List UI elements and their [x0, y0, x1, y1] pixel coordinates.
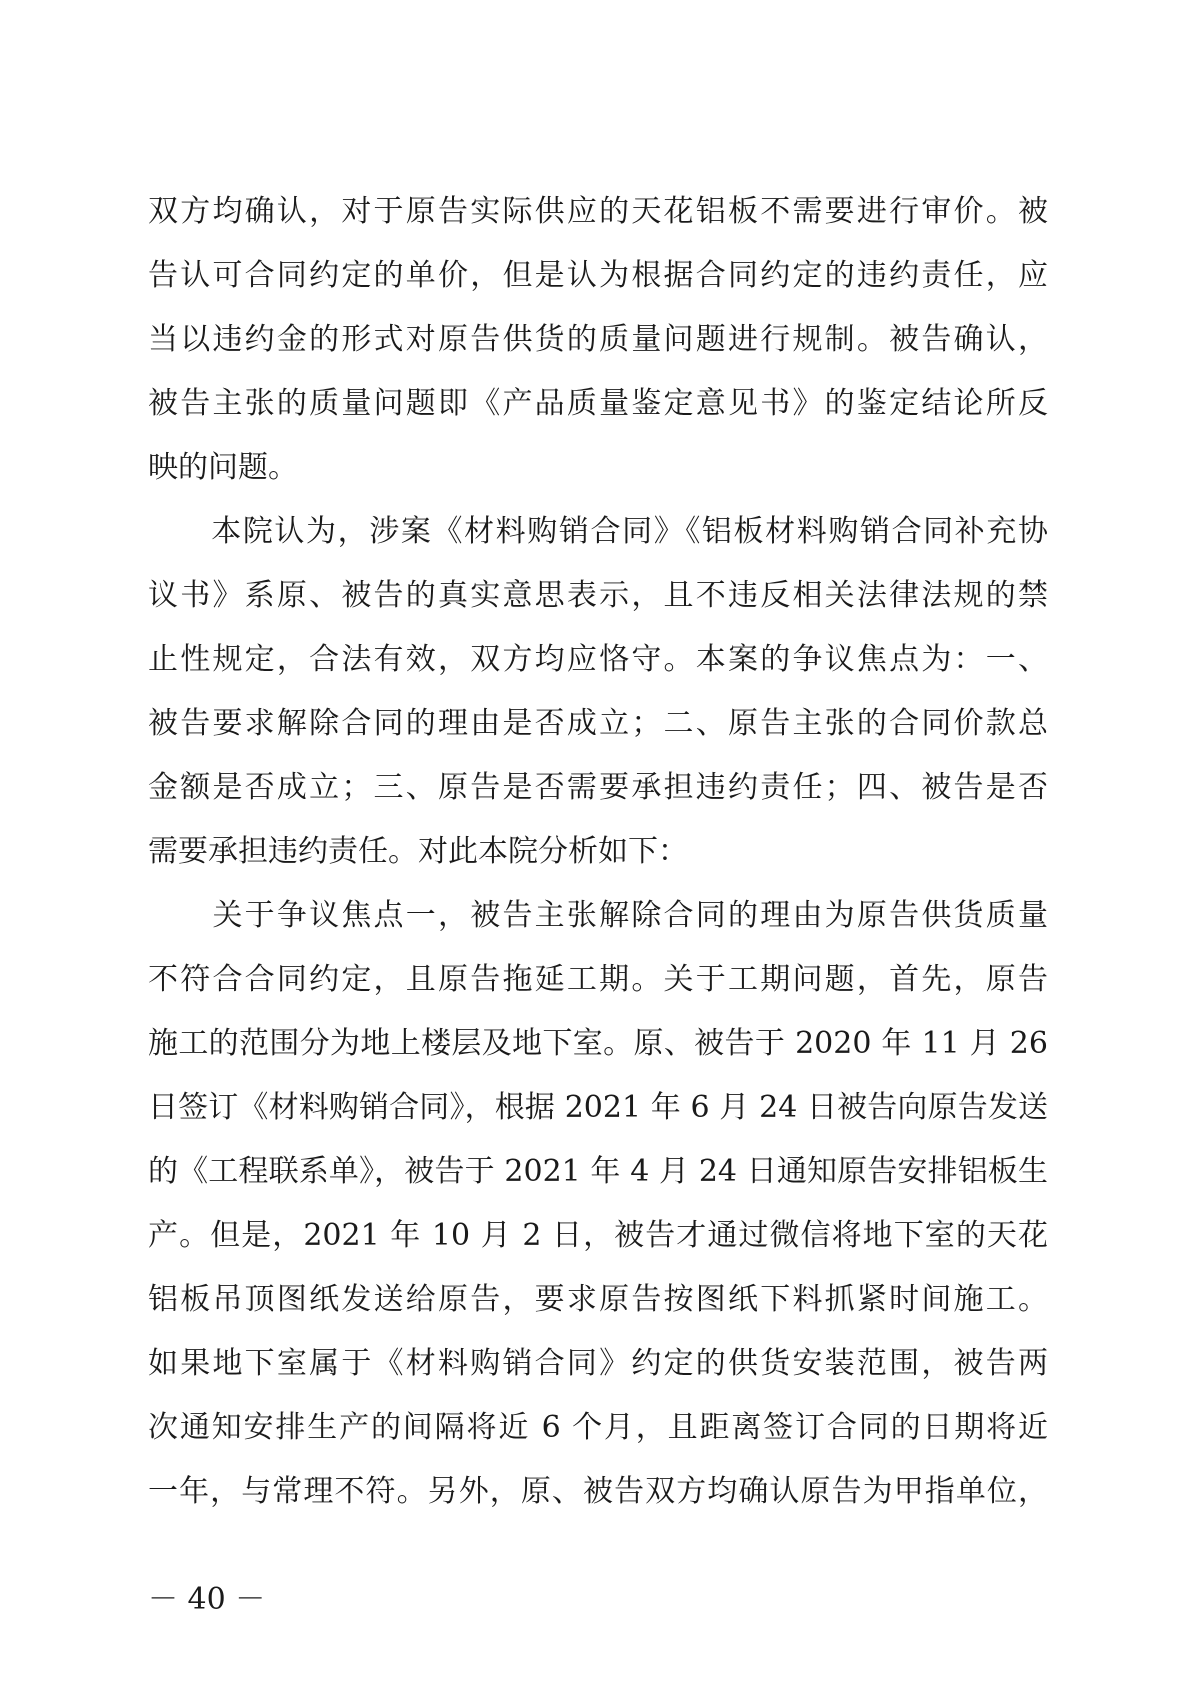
- text-line: 一年，与常理不符。另外，原、被告双方均确认原告为甲指单位，: [148, 1474, 1048, 1509]
- text-line: 被告要求解除合同的理由是否成立；二、原告主张的合同价款总: [148, 706, 1048, 741]
- text-line: 告认可合同约定的单价，但是认为根据合同约定的违约责任，应: [148, 258, 1048, 293]
- text-line: 的《工程联系单》，被告于 2021 年 4 月 24 日通知原告安排铝板生: [148, 1154, 1048, 1189]
- text-line: 当以违约金的形式对原告供货的质量问题进行规制。被告确认，: [148, 322, 1048, 357]
- text-line: 次通知安排生产的间隔将近 6 个月，且距离签订合同的日期将近: [148, 1410, 1048, 1445]
- text-line: 不符合合同约定，且原告拖延工期。关于工期问题，首先，原告: [148, 962, 1048, 997]
- text-line: 如果地下室属于《材料购销合同》约定的供货安装范围，被告两: [148, 1346, 1048, 1381]
- text-line: 铝板吊顶图纸发送给原告，要求原告按图纸下料抓紧时间施工。: [148, 1282, 1048, 1317]
- text-line: 被告主张的质量问题即《产品质量鉴定意见书》的鉴定结论所反: [148, 386, 1048, 421]
- text-line: 止性规定，合法有效，双方均应恪守。本案的争议焦点为：一、: [148, 642, 1048, 677]
- text-line: 本院认为，涉案《材料购销合同》《铝板材料购销合同补充协: [148, 514, 1048, 549]
- text-line: 需要承担违约责任。对此本院分析如下：: [148, 834, 688, 869]
- text-line: 施工的范围分为地上楼层及地下室。原、被告于 2020 年 11 月 26: [148, 1026, 1048, 1061]
- body-text: [148, 180, 1048, 1524]
- page-number: － 40 －: [148, 1582, 266, 1617]
- text-line: 关于争议焦点一，被告主张解除合同的理由为原告供货质量: [148, 898, 1048, 933]
- text-line: 产。但是，2021 年 10 月 2 日，被告才通过微信将地下室的天花: [148, 1218, 1048, 1253]
- text-line: 日签订《材料购销合同》，根据 2021 年 6 月 24 日被告向原告发送: [148, 1090, 1048, 1125]
- text-line: 议书》系原、被告的真实意思表示，且不违反相关法律法规的禁: [148, 578, 1048, 613]
- text-line: 金额是否成立；三、原告是否需要承担违约责任；四、被告是否: [148, 770, 1048, 805]
- text-line: 映的问题。: [148, 450, 298, 485]
- text-line: 双方均确认，对于原告实际供应的天花铝板不需要进行审价。被: [148, 194, 1048, 229]
